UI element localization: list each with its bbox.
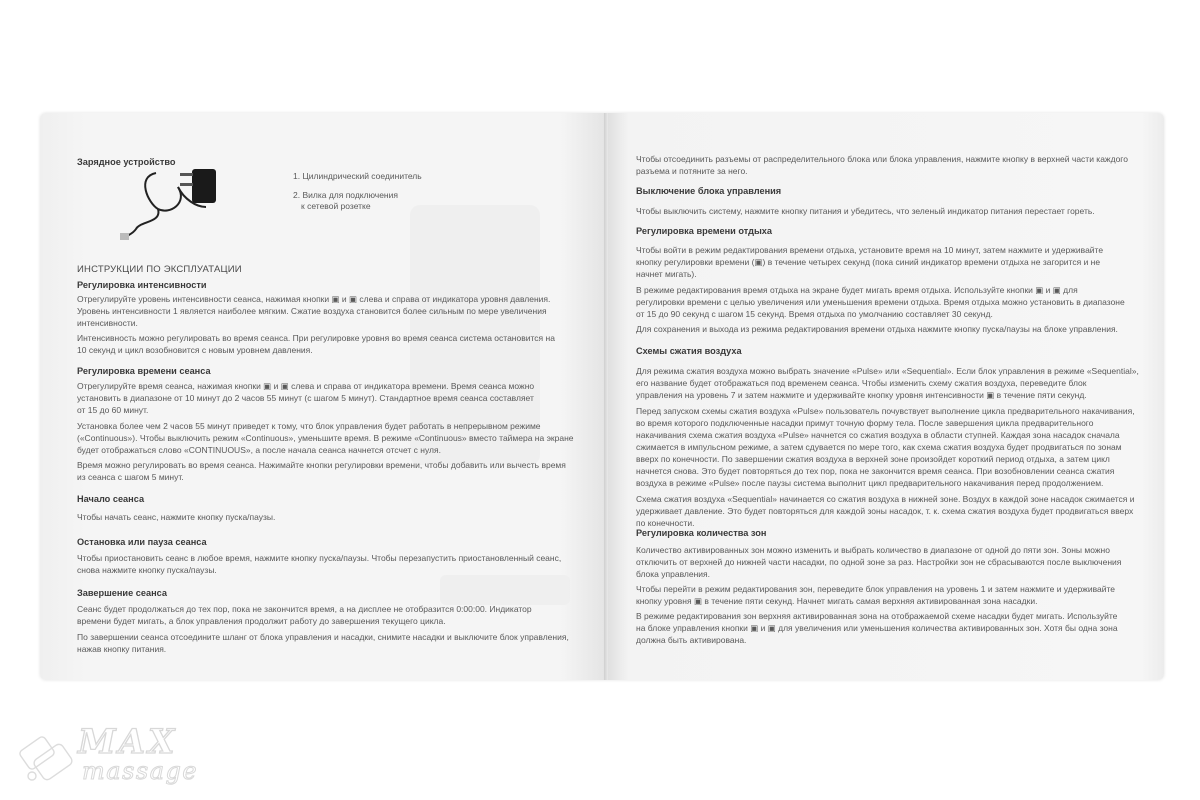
text-line: управления на уровень 7 и затем нажмите и удерживайте кнопку уровня интенсивности ▣ в течение пяти секунд. [636, 390, 1087, 400]
text-line: из сеанса с шагом 5 минут. [77, 472, 184, 482]
text-line: должна быть активирована. [636, 635, 747, 645]
charger-image [118, 163, 228, 243]
text-line: 10 секунд и цикл возобновится с новым уровнем давления. [77, 345, 313, 355]
heading-rest-time: Регулировка времени отдыха [636, 226, 773, 236]
text-line: Схема сжатия воздуха «Sequential» начинается со сжатия воздуха в нижней зоне. Воздух в каждой зоне насадок сжимается и [636, 494, 1135, 504]
text-line: Перед запуском схемы сжатия воздуха «Pulse» пользователь почувствует выполнение цикла предварительного накачивания, [636, 406, 1135, 416]
text-line: времени будет мигать, а блок управления продолжит работу до завершения текущего цикла. [77, 616, 446, 626]
text-line: отключить от верхней до нижней части насадки, по одной зоне за раз. Настройки зон не сбрасываются после выключения [636, 557, 1122, 567]
text-line: начнет мигать). [636, 269, 697, 279]
text-line: Для сохранения и выхода из режима редактирования времени отдыха нажмите кнопку пуска/паузы на блоке управления. [636, 324, 1118, 334]
text-line: Уровень интенсивности 1 является наиболее мягким. Сжатие воздуха становится более сильным по мере увеличения [77, 306, 547, 316]
text-line: кнопку уровня ▣ в течение пяти секунд. Начнет мигать самая верхняя активированная зона насадки. [636, 596, 1038, 606]
text-line: Установка более чем 2 часов 55 минут приведет к тому, что блок управления будет работать в непрерывном режиме [77, 421, 541, 431]
text-line: накачивания схема сжатия воздуха «Pulse» начнется со сжатия воздуха в области ступней. Каждая зона насадок сначала [636, 430, 1120, 440]
show-through-base [440, 575, 570, 605]
instructions-title: ИНСТРУКЦИИ ПО ЭКСПЛУАТАЦИИ [77, 264, 242, 275]
text-line: Чтобы войти в режим редактирования времени отдыха, установите время на 10 минут, затем нажмите и удерживайте [636, 245, 1104, 255]
heading-zone-count: Регулировка количества зон [636, 528, 767, 538]
text-line: во время которого подключенные насадки примут точную форму тела. После завершения цикла предварительного [636, 418, 1094, 428]
heading-compression-patterns: Схемы сжатия воздуха [636, 346, 742, 356]
text-line: воздуха в режиме «Pulse» после паузы система выполнит цикл предварительного накачивания перед продолжением. [636, 478, 1104, 488]
text-line: по конечности. [636, 518, 695, 528]
text-line: Сеанс будет продолжаться до тех пор, пока не закончится время, а на дисплее не отобразится 0:00:00. Индикатор [77, 604, 532, 614]
text-line: кнопку регулировки времени (▣) в течение четырех секунд (пока синий индикатор времени отдыха не загорится и не [636, 257, 1101, 267]
heading-power-off: Выключение блока управления [636, 186, 782, 196]
text-line: разъема и потяните за него. [636, 166, 748, 176]
watermark-massage: massage [82, 757, 199, 785]
text-line: Время можно регулировать во время сеанса. Нажимайте кнопки регулировки времени, чтобы добавить или вычесть время [77, 460, 566, 470]
text-line: будет отображаться слово «CONTINUOUS», а после начала сеанса начнется отсчет с нуля. [77, 445, 441, 455]
text-line: установить в диапазоне от 10 минут до 2 часов 55 минут (с шагом 5 минут). Стандартное время сеанса составляет [77, 393, 534, 403]
text-line: сжимается в импульсном режиме, а затем сдувается по мере того, как схема сжатия воздуха будет продвигаться по зонам [636, 442, 1122, 452]
text-line: на блоке управления кнопки ▣ и ▣ для увеличения или уменьшения количества активированных зон. Хотя бы одна зона [636, 623, 1118, 633]
charger-item-2: 2. Вилка для подключения [293, 190, 398, 200]
text-line: В режиме редактирования зон верхняя активированная зона на отображаемой схеме насадки будет мигать. Используйте [636, 611, 1118, 621]
charger-item-1: 1. Цилиндрический соединитель [293, 171, 422, 181]
text-line: регулировки времени с целью увеличения или уменьшения времени отдыха. Время отдыха можно установить в диапазоне [636, 297, 1125, 307]
text-line: В режиме редактирования время отдыха на экране будет мигать время отдыха. Используйте кнопки ▣ и ▣ для [636, 285, 1078, 295]
text-line: Для режима сжатия воздуха можно выбрать значение «Pulse» или «Sequential». Если блок управления в режиме «Sequential», [636, 366, 1139, 376]
text-line: Чтобы отсоединить разъемы от распределительного блока или блока управления, нажмите кнопку в верхней части каждого [636, 154, 1128, 164]
text-line: Отрегулируйте время сеанса, нажимая кнопки ▣ и ▣ слева и справа от индикатора времени. Время сеанса можно [77, 381, 535, 391]
heading-stop-pause: Остановка или пауза сеанса [77, 537, 207, 547]
heading-session-time: Регулировка времени сеанса [77, 366, 211, 376]
text-line: Количество активированных зон можно изменить и выбрать количество в диапазоне от одной до пяти зон. Зоны можно [636, 545, 1110, 555]
text-line: вверх по конечности. По завершении сжатия воздуха в верхней зоне произойдет короткий период отдыха, а затем цикл [636, 454, 1110, 464]
text-line: Интенсивность можно регулировать во время сеанса. При регулировке уровня во время сеанса система остановится на [77, 333, 555, 343]
booklet-spine [604, 113, 608, 680]
text-line: Чтобы начать сеанс, нажмите кнопку пуска/паузы. [77, 512, 276, 522]
text-line: («Continuous»). Чтобы выключить режим «Continuous», уменьшите время. В режиме «Continuous» вместо таймера на экране [77, 433, 574, 443]
heading-end-session: Завершение сеанса [77, 588, 167, 598]
text-line: Чтобы перейти в режим редактирования зон, переведите блок управления на уровень 1 и затем нажмите и удерживайте [636, 584, 1116, 594]
text-line: блока управления. [636, 569, 710, 579]
charger-title: Зарядное устройство [77, 157, 176, 167]
text-line: нажав кнопку питания. [77, 644, 167, 654]
text-line: начнется снова. Это будет повторяться до тех пор, пока не закончится время сеанса. При возобновлении сеанса сжатия [636, 466, 1115, 476]
text-line: интенсивности. [77, 318, 138, 328]
charger-item-2-cont: к сетевой розетке [301, 201, 371, 211]
text-line: снова нажмите кнопку пуска/паузы. [77, 565, 217, 575]
heading-intensity: Регулировка интенсивности [77, 280, 207, 290]
text-line: от 15 до 60 минут. [77, 405, 149, 415]
watermark-max: MAX [78, 722, 178, 762]
text-line: Отрегулируйте уровень интенсивности сеанса, нажимая кнопки ▣ и ▣ слева и справа от индикатора уровня давления. [77, 294, 551, 304]
text-line: Чтобы выключить систему, нажмите кнопку питания и убедитесь, что зеленый индикатор питания перестает гореть. [636, 206, 1095, 216]
text-line: По завершении сеанса отсоедините шланг от блока управления и насадки, снимите насадки и выключите блок управления, [77, 632, 569, 642]
text-line: его название будет отображаться под временем сеанса. Чтобы изменить схему сжатия воздуха, переведите блок [636, 378, 1087, 388]
text-line: удерживает давление. Это будет повторяться для каждой зоны насадок, т. к. схема сжатия воздуха будет продвигаться вверх [636, 506, 1134, 516]
heading-start-session: Начало сеанса [77, 494, 145, 504]
text-line: Чтобы приостановить сеанс в любое время, нажмите кнопку пуска/паузы. Чтобы перезапустить приостановленный сеанс, [77, 553, 562, 563]
text-line: от 15 до 90 секунд с шагом 15 секунд. Время отдыха по умолчанию составляет 30 секунд. [636, 309, 993, 319]
